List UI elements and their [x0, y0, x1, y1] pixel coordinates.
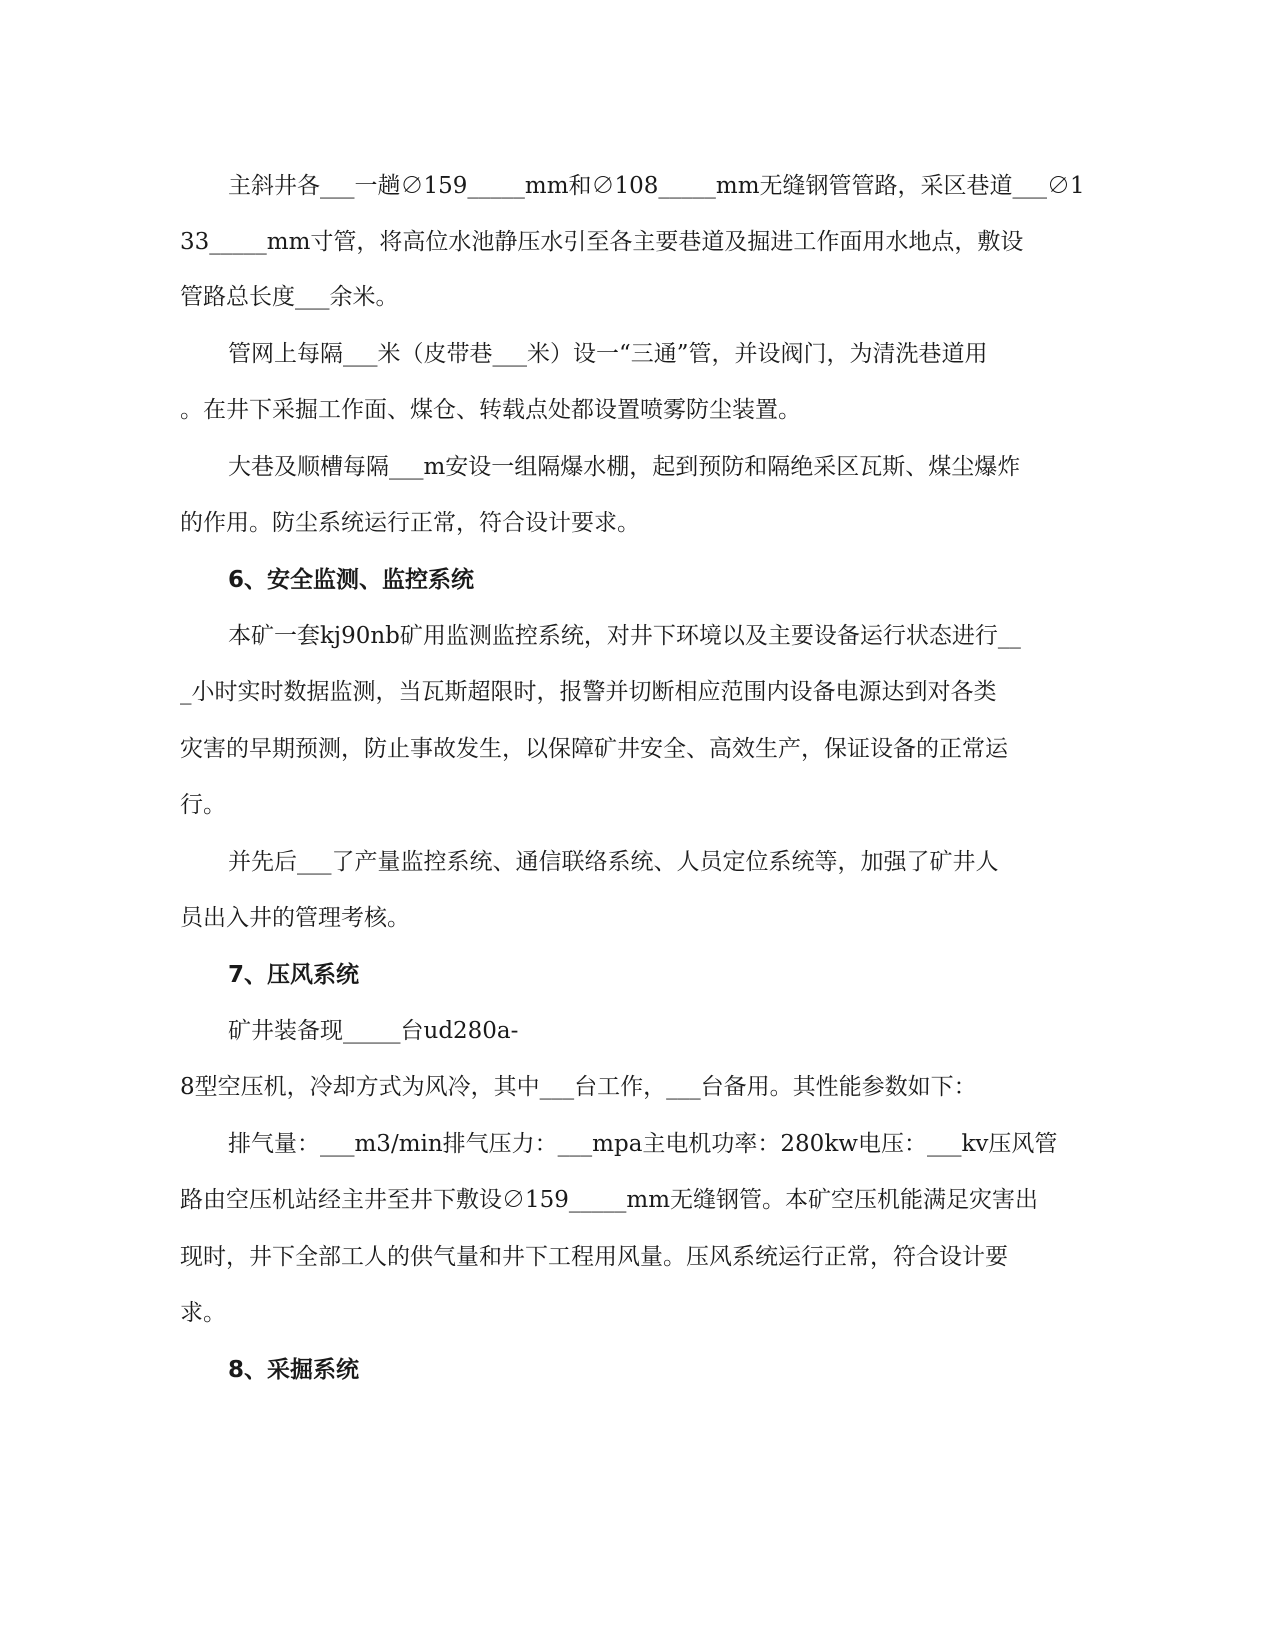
text-line: 现时，井下全部工人的供气量和井下工程用风量。压风系统运行正常，符合设计要	[180, 1244, 1008, 1270]
text-line: _小时实时数据监测，当瓦斯超限时，报警并切断相应范围内设备电源达到对各类	[180, 679, 997, 705]
text-line: 大巷及顺槽每隔___m安设一组隔爆水棚，起到预防和隔绝采区瓦斯、煤尘爆炸	[228, 454, 1021, 480]
text-line: 求。	[180, 1300, 226, 1326]
text-line: 灾害的早期预测，防止事故发生，以保障矿井安全、高效生产，保证设备的正常运	[180, 736, 1008, 762]
text-line: 管路总长度___余米。	[180, 284, 399, 310]
text-line: 路由空压机站经主井至井下敷设∅159_____mm无缝钢管。本矿空压机能满足灾害出	[180, 1187, 1039, 1213]
text-line: 。在井下采掘工作面、煤仓、转载点处都设置喷雾防尘装置。	[180, 397, 801, 423]
text-line: 的作用。防尘系统运行正常，符合设计要求。	[180, 510, 640, 536]
section-heading: 7、压风系统	[228, 962, 360, 988]
text-line: 行。	[180, 792, 226, 818]
text-line: 矿井装备现_____台ud280a-	[228, 1018, 519, 1044]
text-line: 8型空压机，冷却方式为风冷，其中___台工作，___台备用。其性能参数如下：	[180, 1074, 977, 1100]
text-line: 本矿一套kj90nb矿用监测监控系统，对井下环境以及主要设备运行状态进行__	[228, 623, 1021, 649]
section-heading: 8、采掘系统	[228, 1357, 360, 1383]
text-line: 主斜井各___一趟∅159_____mm和∅108_____mm无缝钢管管路，采区巷道___∅1	[228, 173, 1085, 199]
text-line: 33_____mm寸管，将高位水池静压水引至各主要巷道及掘进工作面用水地点，敷设	[180, 229, 1024, 255]
text-line: 排气量：___m3/min排气压力：___mpa主电机功率：280kw电压：___kv压风管	[228, 1131, 1058, 1157]
section-heading: 6、安全监测、监控系统	[228, 567, 475, 593]
text-line: 管网上每隔___米（皮带巷___米）设一“三通”管，并设阀门，为清洗巷道用	[228, 341, 988, 367]
text-line: 并先后___了产量监控系统、通信联络系统、人员定位系统等，加强了矿井人	[228, 849, 999, 875]
text-line: 员出入井的管理考核。	[180, 905, 410, 931]
